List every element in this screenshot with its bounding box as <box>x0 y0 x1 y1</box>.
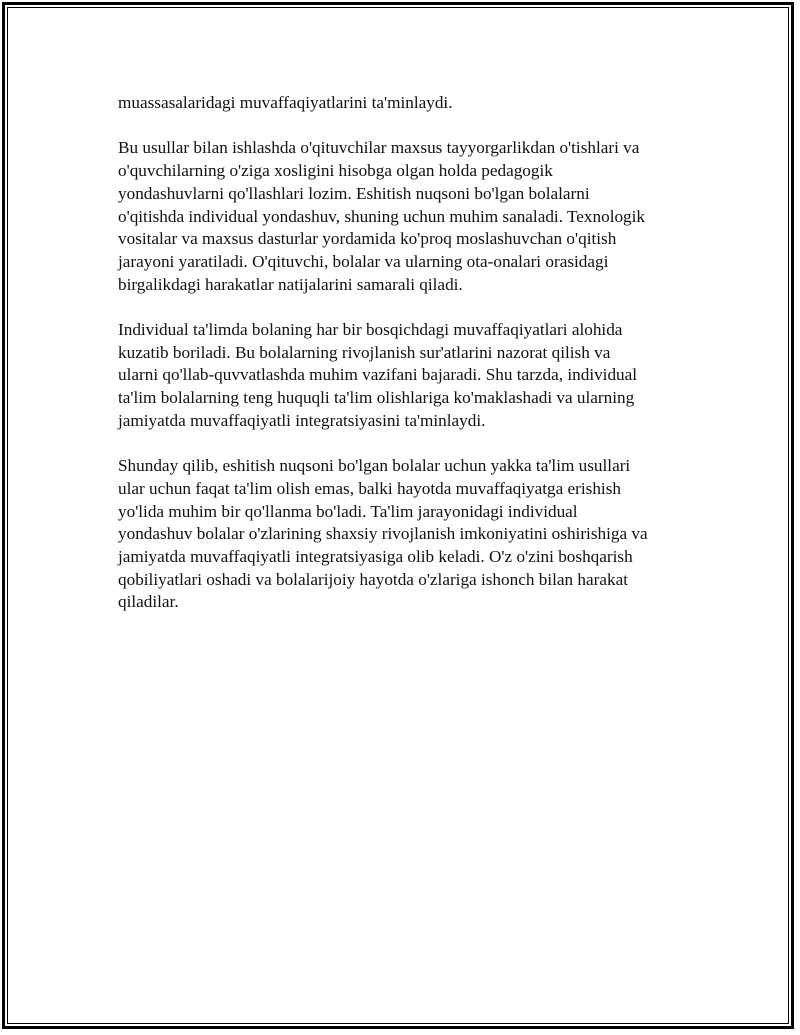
text-line: Bu usullar bilan ishlashda o'qituvchilar maxsus tayyorgarlikdan o'tishlari va <box>118 138 640 158</box>
text-line: jamiyatda muvaffaqiyatli integratsiyasiga olib keladi. O'z o'zini boshqarish <box>118 547 633 567</box>
paragraph-3 <box>118 319 698 433</box>
document-body <box>118 92 698 637</box>
paragraph-2 <box>118 137 698 296</box>
text-line: o'quvchilarning o'ziga xosligini hisobga olgan holda pedagogik <box>118 161 553 181</box>
text-line: birgalikdagi harakatlar natijalarini samarali qiladi. <box>118 274 463 294</box>
text-line: yondashuv bolalar o'zlarining shaxsiy rivojlanish imkoniyatini oshirishiga va <box>118 524 648 544</box>
text-line: yo'lida muhim bir qo'llanma bo'ladi. Ta'lim jarayonidagi individual <box>118 501 578 521</box>
text-line: ular uchun faqat ta'lim olish emas, balki hayotda muvaffaqiyatga erishish <box>118 478 621 498</box>
text-line: muassasalaridagi muvaffaqiyatlarini ta'minlaydi. <box>118 93 453 112</box>
text-line: qiladilar. <box>118 592 179 612</box>
paragraph-4 <box>118 455 698 614</box>
text-line: ta'lim bolalarning teng huquqli ta'lim olishlariga ko'maklashadi va ularning <box>118 388 635 408</box>
text-line: qobiliyatlari oshadi va bolalarijoiy hayotda o'zlariga ishonch bilan harakat <box>118 569 628 589</box>
text-line: Shunday qilib, eshitish nuqsoni bo'lgan bolalar uchun yakka ta'lim usullari <box>118 456 631 476</box>
text-line: jamiyatda muvaffaqiyatli integratsiyasini ta'minlaydi. <box>118 410 486 430</box>
text-line: Individual ta'limda bolaning har bir bosqichdagi muvaffaqiyatlari alohida <box>118 320 623 339</box>
text-line: o'qitishda individual yondashuv, shuning uchun muhim sanaladi. Texnologik <box>118 206 646 226</box>
paragraph-1 <box>118 92 698 115</box>
text-line: kuzatib boriladi. Bu bolalarning rivojlanish sur'atlarini nazorat qilish va <box>118 342 611 362</box>
text-line: yondashuvlarni qo'llashlari lozim. Eshitish nuqsoni bo'lgan bolalarni <box>118 183 590 203</box>
text-line: vositalar va maxsus dasturlar yordamida ko'proq moslashuvchan o'qitish <box>118 229 617 249</box>
text-line: jarayoni yaratiladi. O'qituvchi, bolalar va ularning ota-onalari orasidagi <box>118 251 609 271</box>
text-line: ularni qo'llab-quvvatlashda muhim vazifani bajaradi. Shu tarzda, individual <box>118 365 638 385</box>
